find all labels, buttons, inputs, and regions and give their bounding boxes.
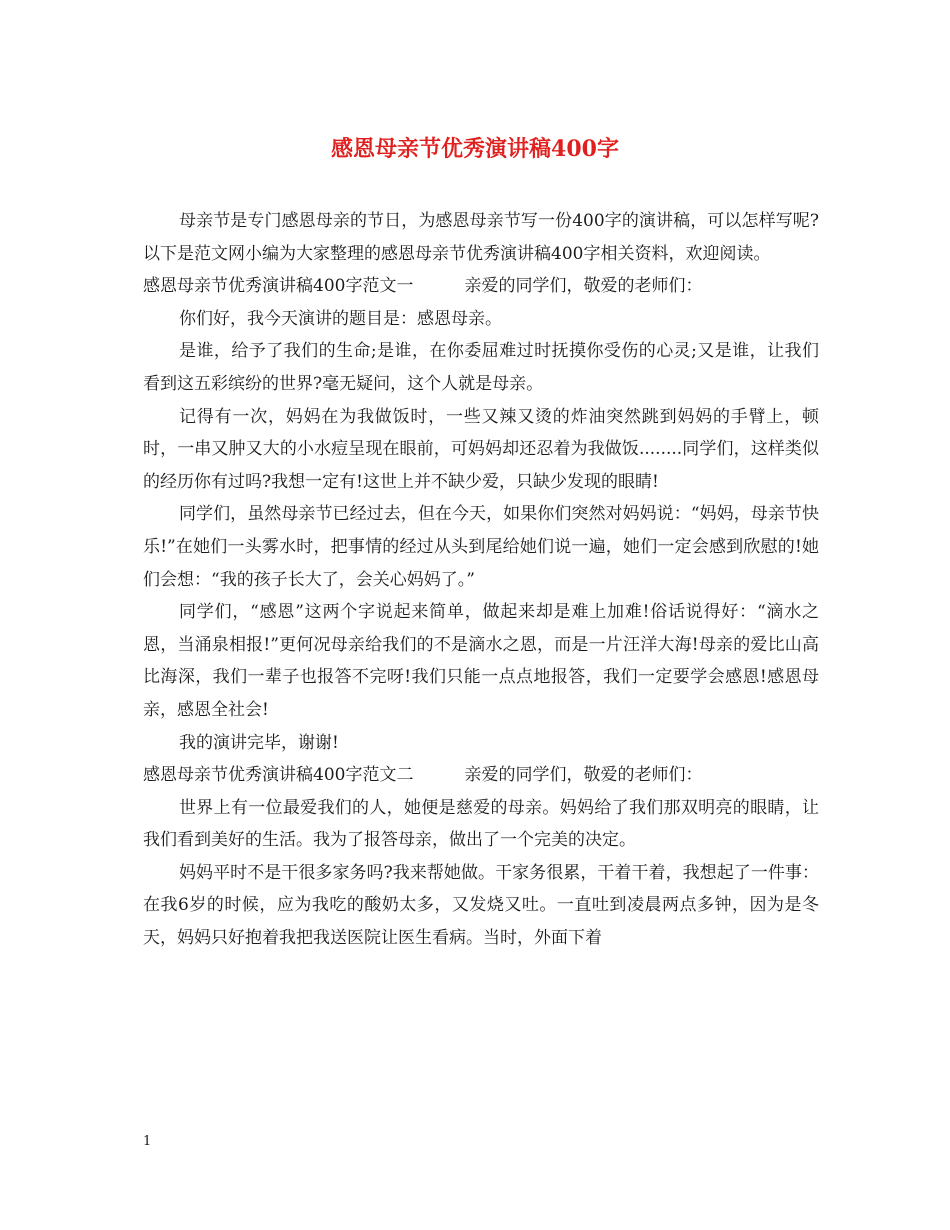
paragraph: 你们好，我今天演讲的题目是：感恩母亲。 [179, 308, 502, 329]
document-title: 感恩母亲节优秀演讲稿400字 [331, 136, 619, 162]
document-body [143, 205, 819, 955]
paragraph: 同学们，虽然母亲节已经过去，但在今天，如果你们突然对妈妈说：“妈妈，母亲节快乐!”在她们一头雾水时，把事情的经过从头到尾给她们说一遍，她们一定会感到欣慰的!她们会想：“我的孩子长大了，会关心妈妈了。” [143, 504, 819, 590]
page-number: 1 [143, 1134, 152, 1149]
paragraph: 世界上有一位最爱我们的人，她便是慈爱的母亲。妈妈给了我们那双明亮的眼睛，让我们看到美好的生活。我为了报答母亲，做出了一个完美的决定。 [143, 797, 819, 851]
paragraph: 妈妈平时不是干很多家务吗?我来帮她做。干家务很累，干着干着，我想起了一件事：在我6岁的时候，应为我吃的酸奶太多，又发烧又吐。一直吐到凌晨两点多钟，因为是冬天，妈妈只好抱着我把我送医院让医生看病。当时，外面下着 [143, 862, 819, 949]
paragraph: 记得有一次，妈妈在为我做饭时，一些又辣又烫的炸油突然跳到妈妈的手臂上，顿时，一串又肿又大的小水痘呈现在眼前，可妈妈却还忍着为我做饭........同学们，这样类似的经历你有过吗?我想一定有!这世上并不缺少爱，只缺少发现的眼睛! [143, 406, 819, 492]
section-heading: 感恩母亲节优秀演讲稿400字范文二 亲爱的同学们，敬爱的老师们： [143, 765, 703, 786]
paragraph: 我的演讲完毕，谢谢! [179, 732, 339, 753]
paragraph: 同学们，“感恩”这两个字说起来简单，做起来却是难上加难!俗话说得好：“滴水之恩，当涌泉相报!”更何况母亲给我们的不是滴水之恩，而是一片汪洋大海!母亲的爱比山高比海深，我们一辈子也报答不完呀!我们只能一点点地报答，我们一定要学会感恩!感恩母亲，感恩全社会! [143, 602, 819, 720]
paragraph: 母亲节是专门感恩母亲的节日，为感恩母亲节写一份400字的演讲稿，可以怎样写呢?以下是范文网小编为大家整理的感恩母亲节优秀演讲稿400字相关资料，欢迎阅读。 [143, 211, 819, 264]
paragraph: 是谁，给予了我们的生命;是谁，在你委屈难过时抚摸你受伤的心灵;又是谁，让我们看到这五彩缤纷的世界?毫无疑问，这个人就是母亲。 [143, 341, 819, 394]
section-heading: 感恩母亲节优秀演讲稿400字范文一 亲爱的同学们，敬爱的老师们： [143, 276, 703, 297]
